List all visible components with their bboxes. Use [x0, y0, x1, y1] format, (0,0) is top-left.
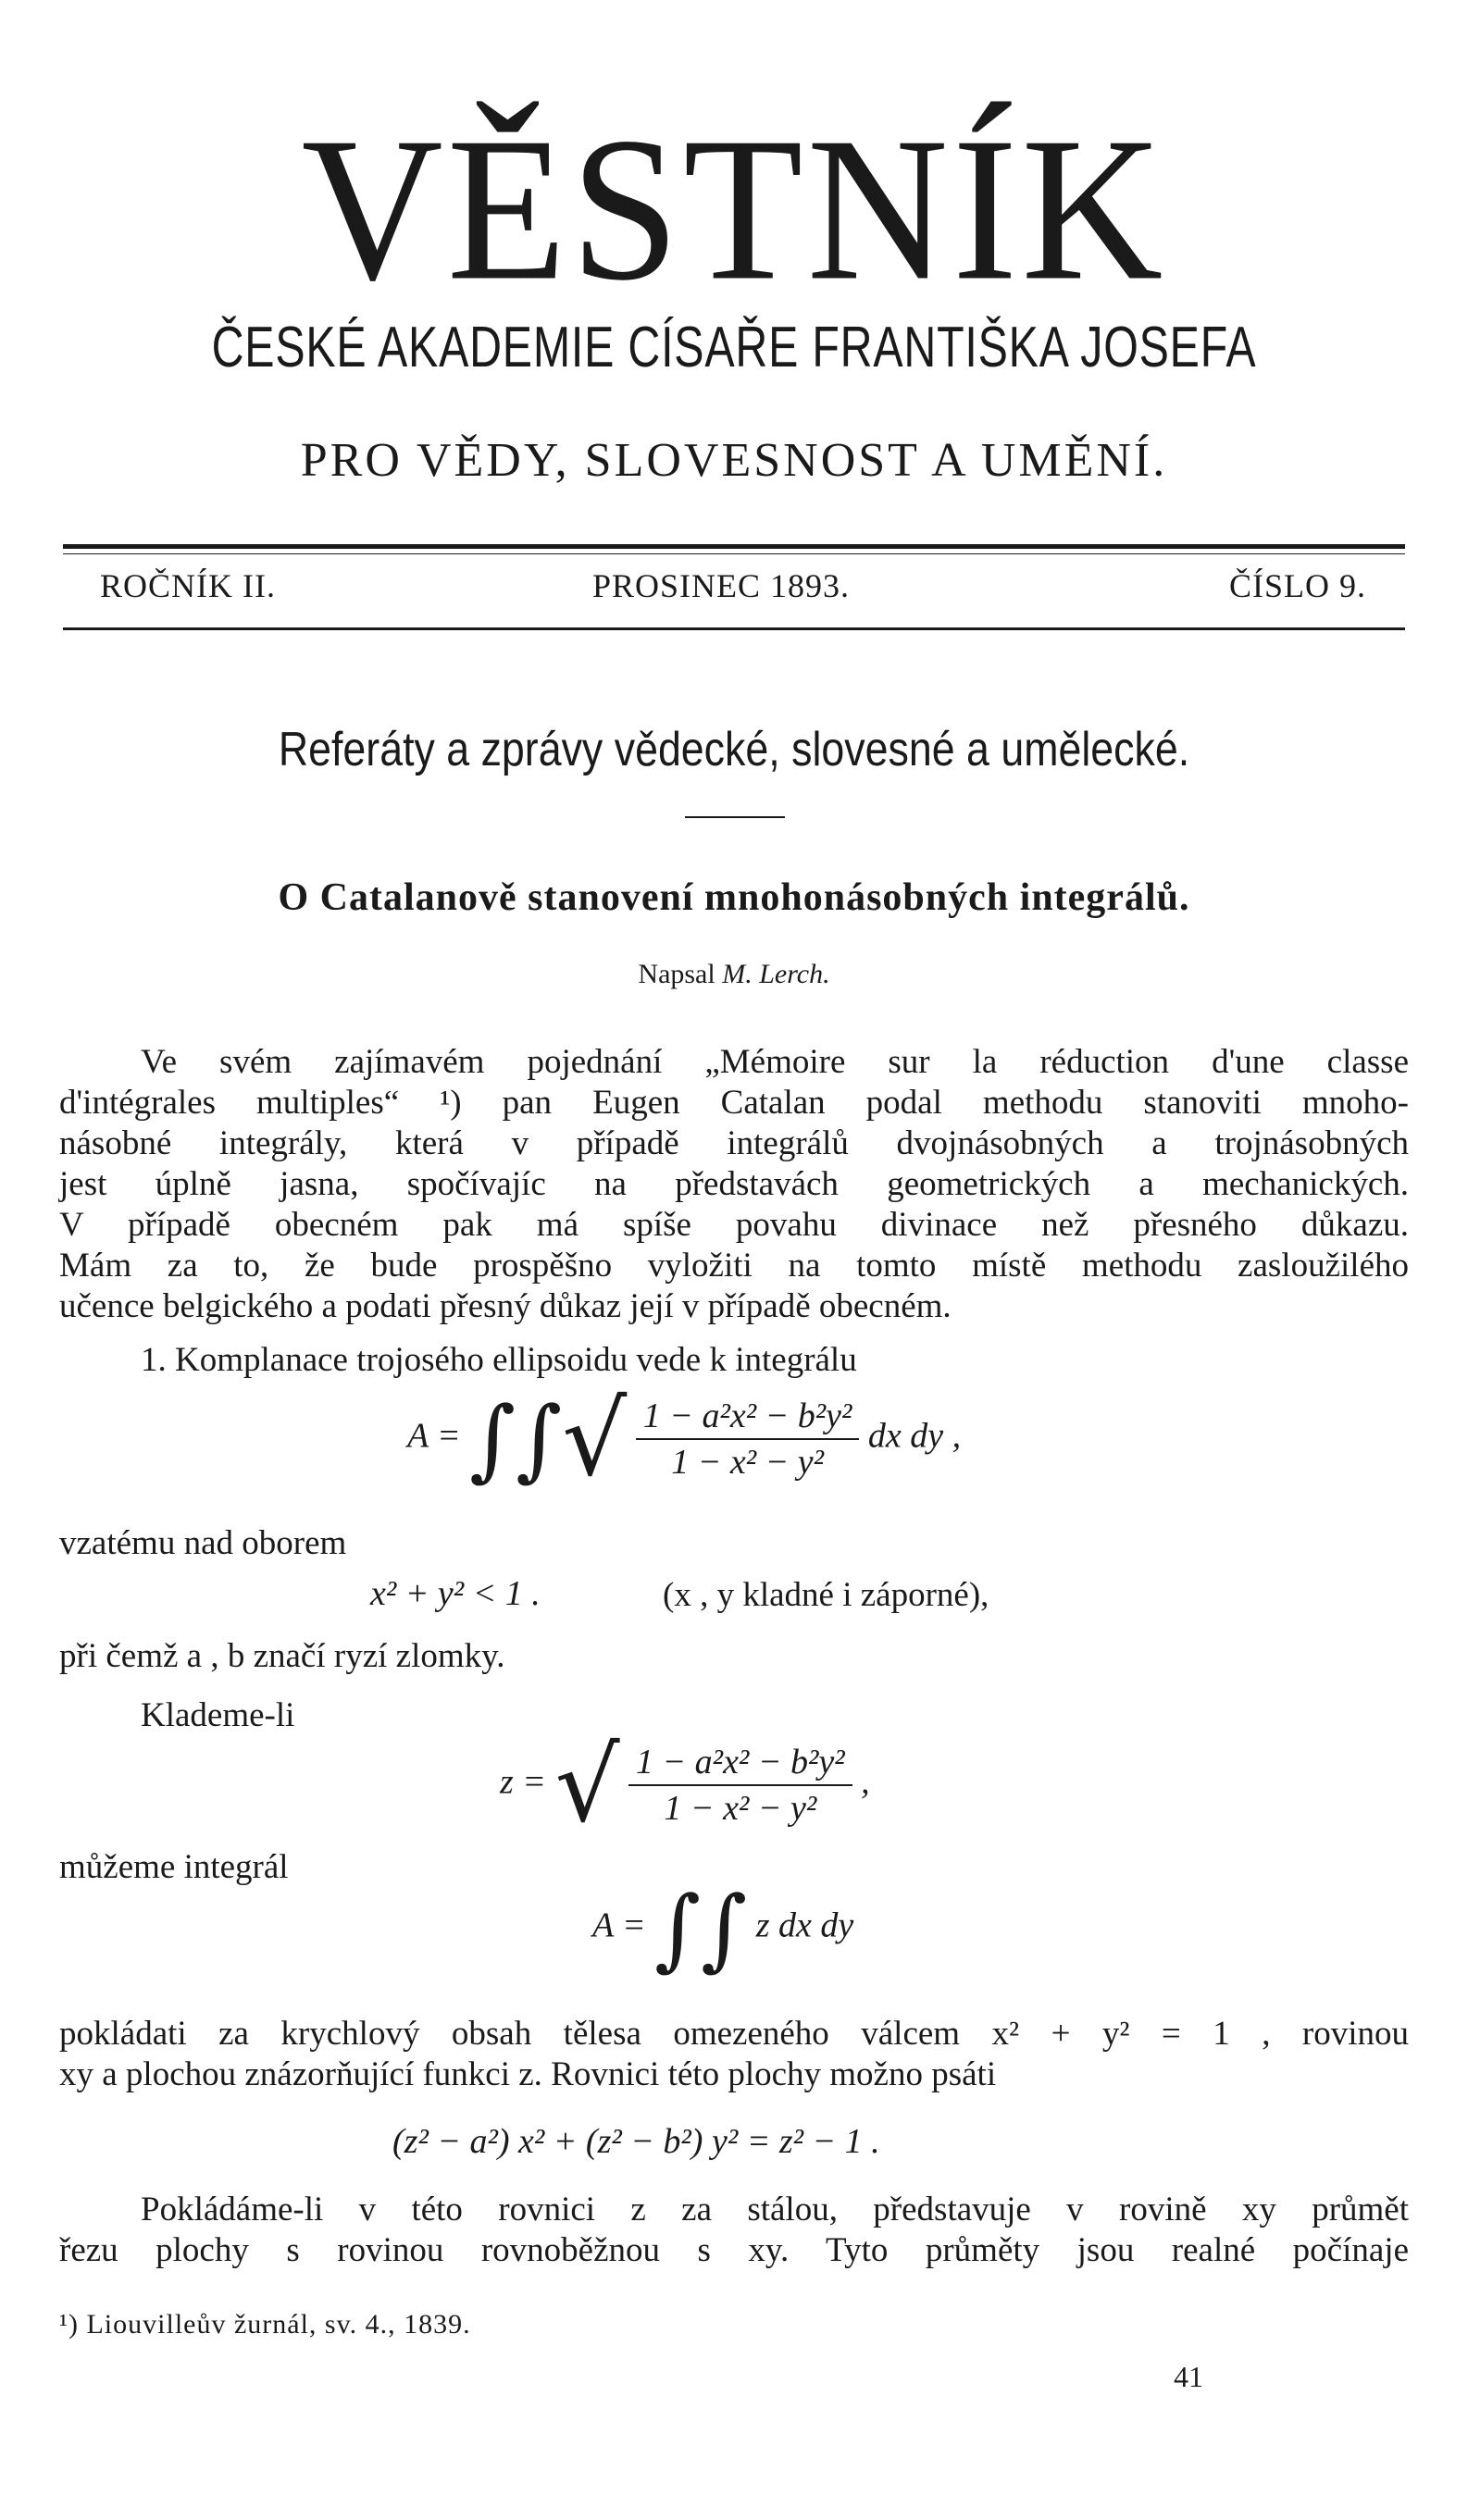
eq3-denominator: 1 − x² − y² — [664, 1789, 817, 1828]
equation-z-definition — [500, 1726, 870, 1844]
square-root-icon: √ — [554, 1726, 620, 1844]
equation-surface-area — [407, 1380, 962, 1498]
text-line: Mám za to, že bude prospěšno vyložiti na tomto místě methodu zasloužilého — [59, 1247, 1409, 1285]
equation-domain-note: (x , y kladné i záporné), — [663, 1576, 989, 1614]
byline — [0, 959, 1468, 990]
text-line: řezu plochy s rovinou rovnoběžnou s xy. Tyto průměty jsou realné počínaje — [59, 2231, 1409, 2269]
eq1-numerator: 1 − a²x² − b²y² — [636, 1396, 860, 1440]
equation-volume-integral — [592, 1877, 854, 1980]
square-root-icon: √ — [562, 1380, 628, 1498]
eq4-tail: z dx dy — [755, 1906, 854, 1945]
journal-subtitle-academy: ČESKÉ AKADEMIE CÍSAŘE FRANTIŠKA JOSEFA — [211, 316, 1257, 379]
text-line: učence belgického a podati přesný důkaz její v případě obecném. — [59, 1287, 952, 1325]
header-rule-top-thin — [63, 553, 1405, 554]
article-title: O Catalanově stanovení mnohonásobných integrálů. — [278, 876, 1190, 919]
equation-surface: (z² − a²) x² + (z² − b²) y² = z² − 1 . — [392, 2122, 880, 2161]
text-line: d'intégrales multiples“ ¹) pan Eugen Catalan podal methodu stanoviti mnoho- — [59, 1084, 1409, 1122]
double-integral-icon: ∫∫ — [469, 1387, 563, 1491]
text-klademe: Klademe-li — [141, 1696, 295, 1734]
eq1-fraction — [636, 1396, 860, 1483]
section-divider — [685, 816, 785, 818]
text-line: jest úplně jasna, spočívajíc na představách geometrických a mechanických. — [59, 1165, 1409, 1203]
journal-subtitle-fields: PRO VĚDY, SLOVESNOST A UMĚNÍ. — [300, 434, 1168, 487]
point-1-text: 1. Komplanace trojosého ellipsoidu vede k integrálu — [141, 1341, 857, 1379]
eq3-numerator: 1 − a²x² − b²y² — [628, 1742, 852, 1786]
text-domain: vzatému nad oborem — [59, 1524, 347, 1562]
journal-masthead: VĚSTNÍK — [301, 94, 1167, 323]
text-line: V případě obecném pak má spíše povahu divinace než přesného důkazu. — [59, 1206, 1409, 1244]
double-integral-icon: ∫∫ — [654, 1877, 748, 1980]
eq4-lhs: A = — [592, 1906, 646, 1945]
text-line: Pokládáme-li v této rovnici z za stálou, představuje v rovině xy průmět — [141, 2191, 1409, 2228]
text-line: Ve svém zajímavém pojednání „Mémoire sur la réduction d'une classe — [141, 1043, 1409, 1081]
text-line: násobné integrály, která v případě integrálů dvojnásobných a trojnásobných — [59, 1124, 1409, 1162]
footnote: ¹) Liouvilleův žurnál, sv. 4., 1839. — [59, 2309, 471, 2340]
header-rule-top-thick — [63, 544, 1405, 549]
text-ab: při čemž a , b značí ryzí zlomky. — [59, 1637, 505, 1675]
eq3-lhs: z = — [500, 1762, 546, 1802]
eq3-fraction — [628, 1742, 852, 1829]
text-line: xy a plochou znázorňující funkci z. Rovnici této plochy možno psáti — [59, 2055, 997, 2093]
text-line: pokládati za krychlový obsah tělesa omezeného válcem x² + y² = 1 , rovinou — [59, 2015, 1409, 2053]
issue-date: PROSINEC 1893. — [592, 567, 851, 604]
author-name: M. Lerch. — [722, 959, 830, 989]
section-title: Referáty a zprávy vědecké, slovesné a umělecké. — [278, 723, 1190, 776]
byline-prefix: Napsal — [638, 959, 715, 989]
eq1-lhs: A = — [407, 1416, 461, 1456]
eq1-denominator: 1 − x² − y² — [671, 1443, 824, 1482]
page-number: 41 — [1174, 2360, 1203, 2393]
equation-domain: x² + y² < 1 . — [370, 1574, 541, 1613]
header-rule-bottom — [63, 627, 1405, 630]
text-muzeme: můžeme integrál — [59, 1848, 289, 1886]
issue-number: ČÍSLO 9. — [1229, 567, 1367, 604]
issue-volume: ROČNÍK II. — [100, 567, 276, 604]
eq1-tail: dx dy , — [867, 1416, 962, 1456]
eq3-tail: , — [861, 1762, 870, 1802]
